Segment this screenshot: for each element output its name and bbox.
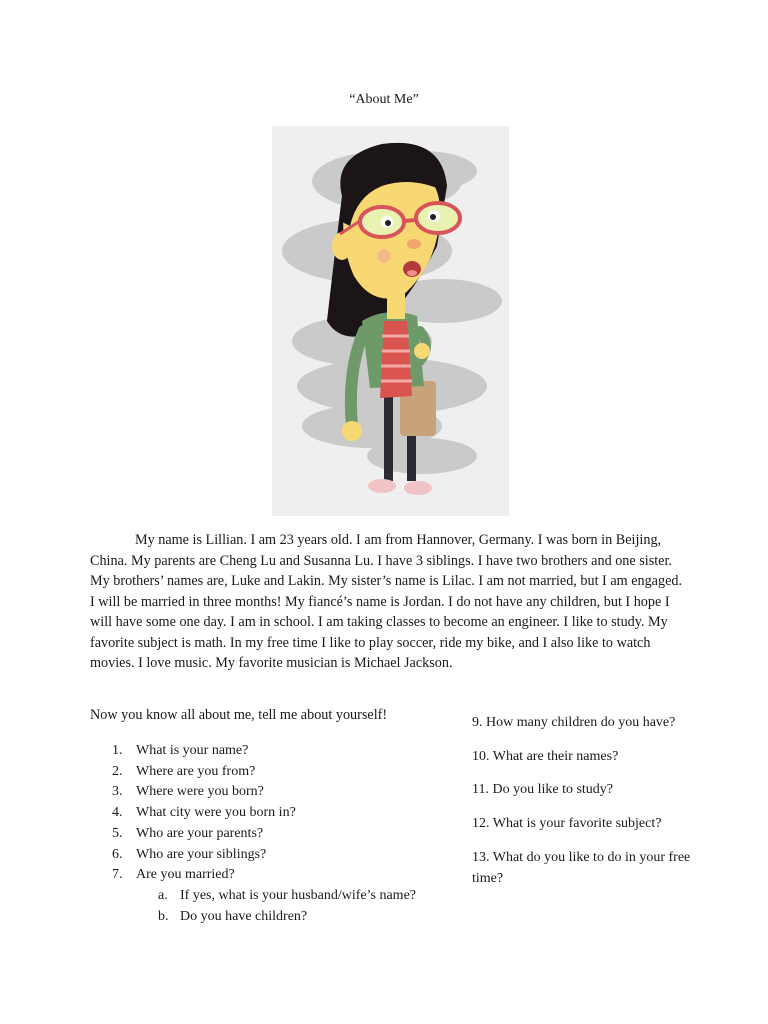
question-text: What is your name? xyxy=(136,743,249,758)
list-letter: b. xyxy=(158,908,169,924)
question-text: 13. What do you like to do in your free time? xyxy=(472,849,691,886)
question-text: Do you have children? xyxy=(180,908,308,924)
question-text: 9. How many children do you have? xyxy=(472,715,676,730)
list-item xyxy=(112,824,457,845)
list-item xyxy=(112,762,457,783)
question-text: Are you married? xyxy=(136,867,235,883)
sub-questions-list xyxy=(136,886,457,927)
list-item xyxy=(112,845,457,866)
list-number: 6. xyxy=(112,846,123,862)
intro-text: Now you know all about me, tell me about yourself! xyxy=(90,707,388,723)
list-item xyxy=(112,865,457,927)
question-text: 11. Do you like to study? xyxy=(472,782,614,798)
list-item xyxy=(112,782,457,803)
question-text: Who are your parents? xyxy=(136,825,264,841)
list-item xyxy=(112,803,457,824)
list-item xyxy=(112,741,457,762)
list-number: 3. xyxy=(112,784,123,800)
about-me-paragraph: My name is Lillian. I am 23 years old. I am from Hannover, Germany. I was born in Beijing, China. My parents are Cheng Lu and Susanna Lu. I have 3 siblings. I have two brothers and one sister. My brothers’ names are, Luke and Lakin. My sister’s name is Lilac. I am not married, but I am engaged. I will be married in three months! My fiancé’s name is Jordan. I do not have any children, but I hope I will have some one day. I am in school. I am taking classes to become an engineer. I like to study. My favorite subject is math. In my free time I like to play soccer, ride my bike, and I also like to watch movies. I love music. My favorite musician is Michael Jackson. xyxy=(90,532,683,671)
questions-list-left xyxy=(112,741,457,927)
question-text: 10. What are their names? xyxy=(472,748,619,764)
list-item xyxy=(158,907,457,928)
question-text: Who are your siblings? xyxy=(136,846,267,862)
question-text: Where are you from? xyxy=(136,763,256,779)
question-text: 12. What is your favorite subject? xyxy=(472,816,662,832)
question-text: If yes, what is your husband/wife’s name? xyxy=(180,887,416,903)
list-number: 5. xyxy=(112,825,123,841)
list-number: 7. xyxy=(112,867,123,883)
page-title: “About Me” xyxy=(349,92,419,107)
list-letter: a. xyxy=(158,887,168,903)
questions-list-right xyxy=(472,713,697,902)
question-text: What city were you born in? xyxy=(136,805,296,821)
cartoon-girl-icon xyxy=(272,126,509,516)
list-number: 4. xyxy=(112,805,123,821)
question-text: Where were you born? xyxy=(136,784,264,800)
list-number: 1. xyxy=(112,743,123,758)
list-item xyxy=(158,886,457,907)
girl-illustration xyxy=(272,126,509,516)
list-number: 2. xyxy=(112,763,123,779)
